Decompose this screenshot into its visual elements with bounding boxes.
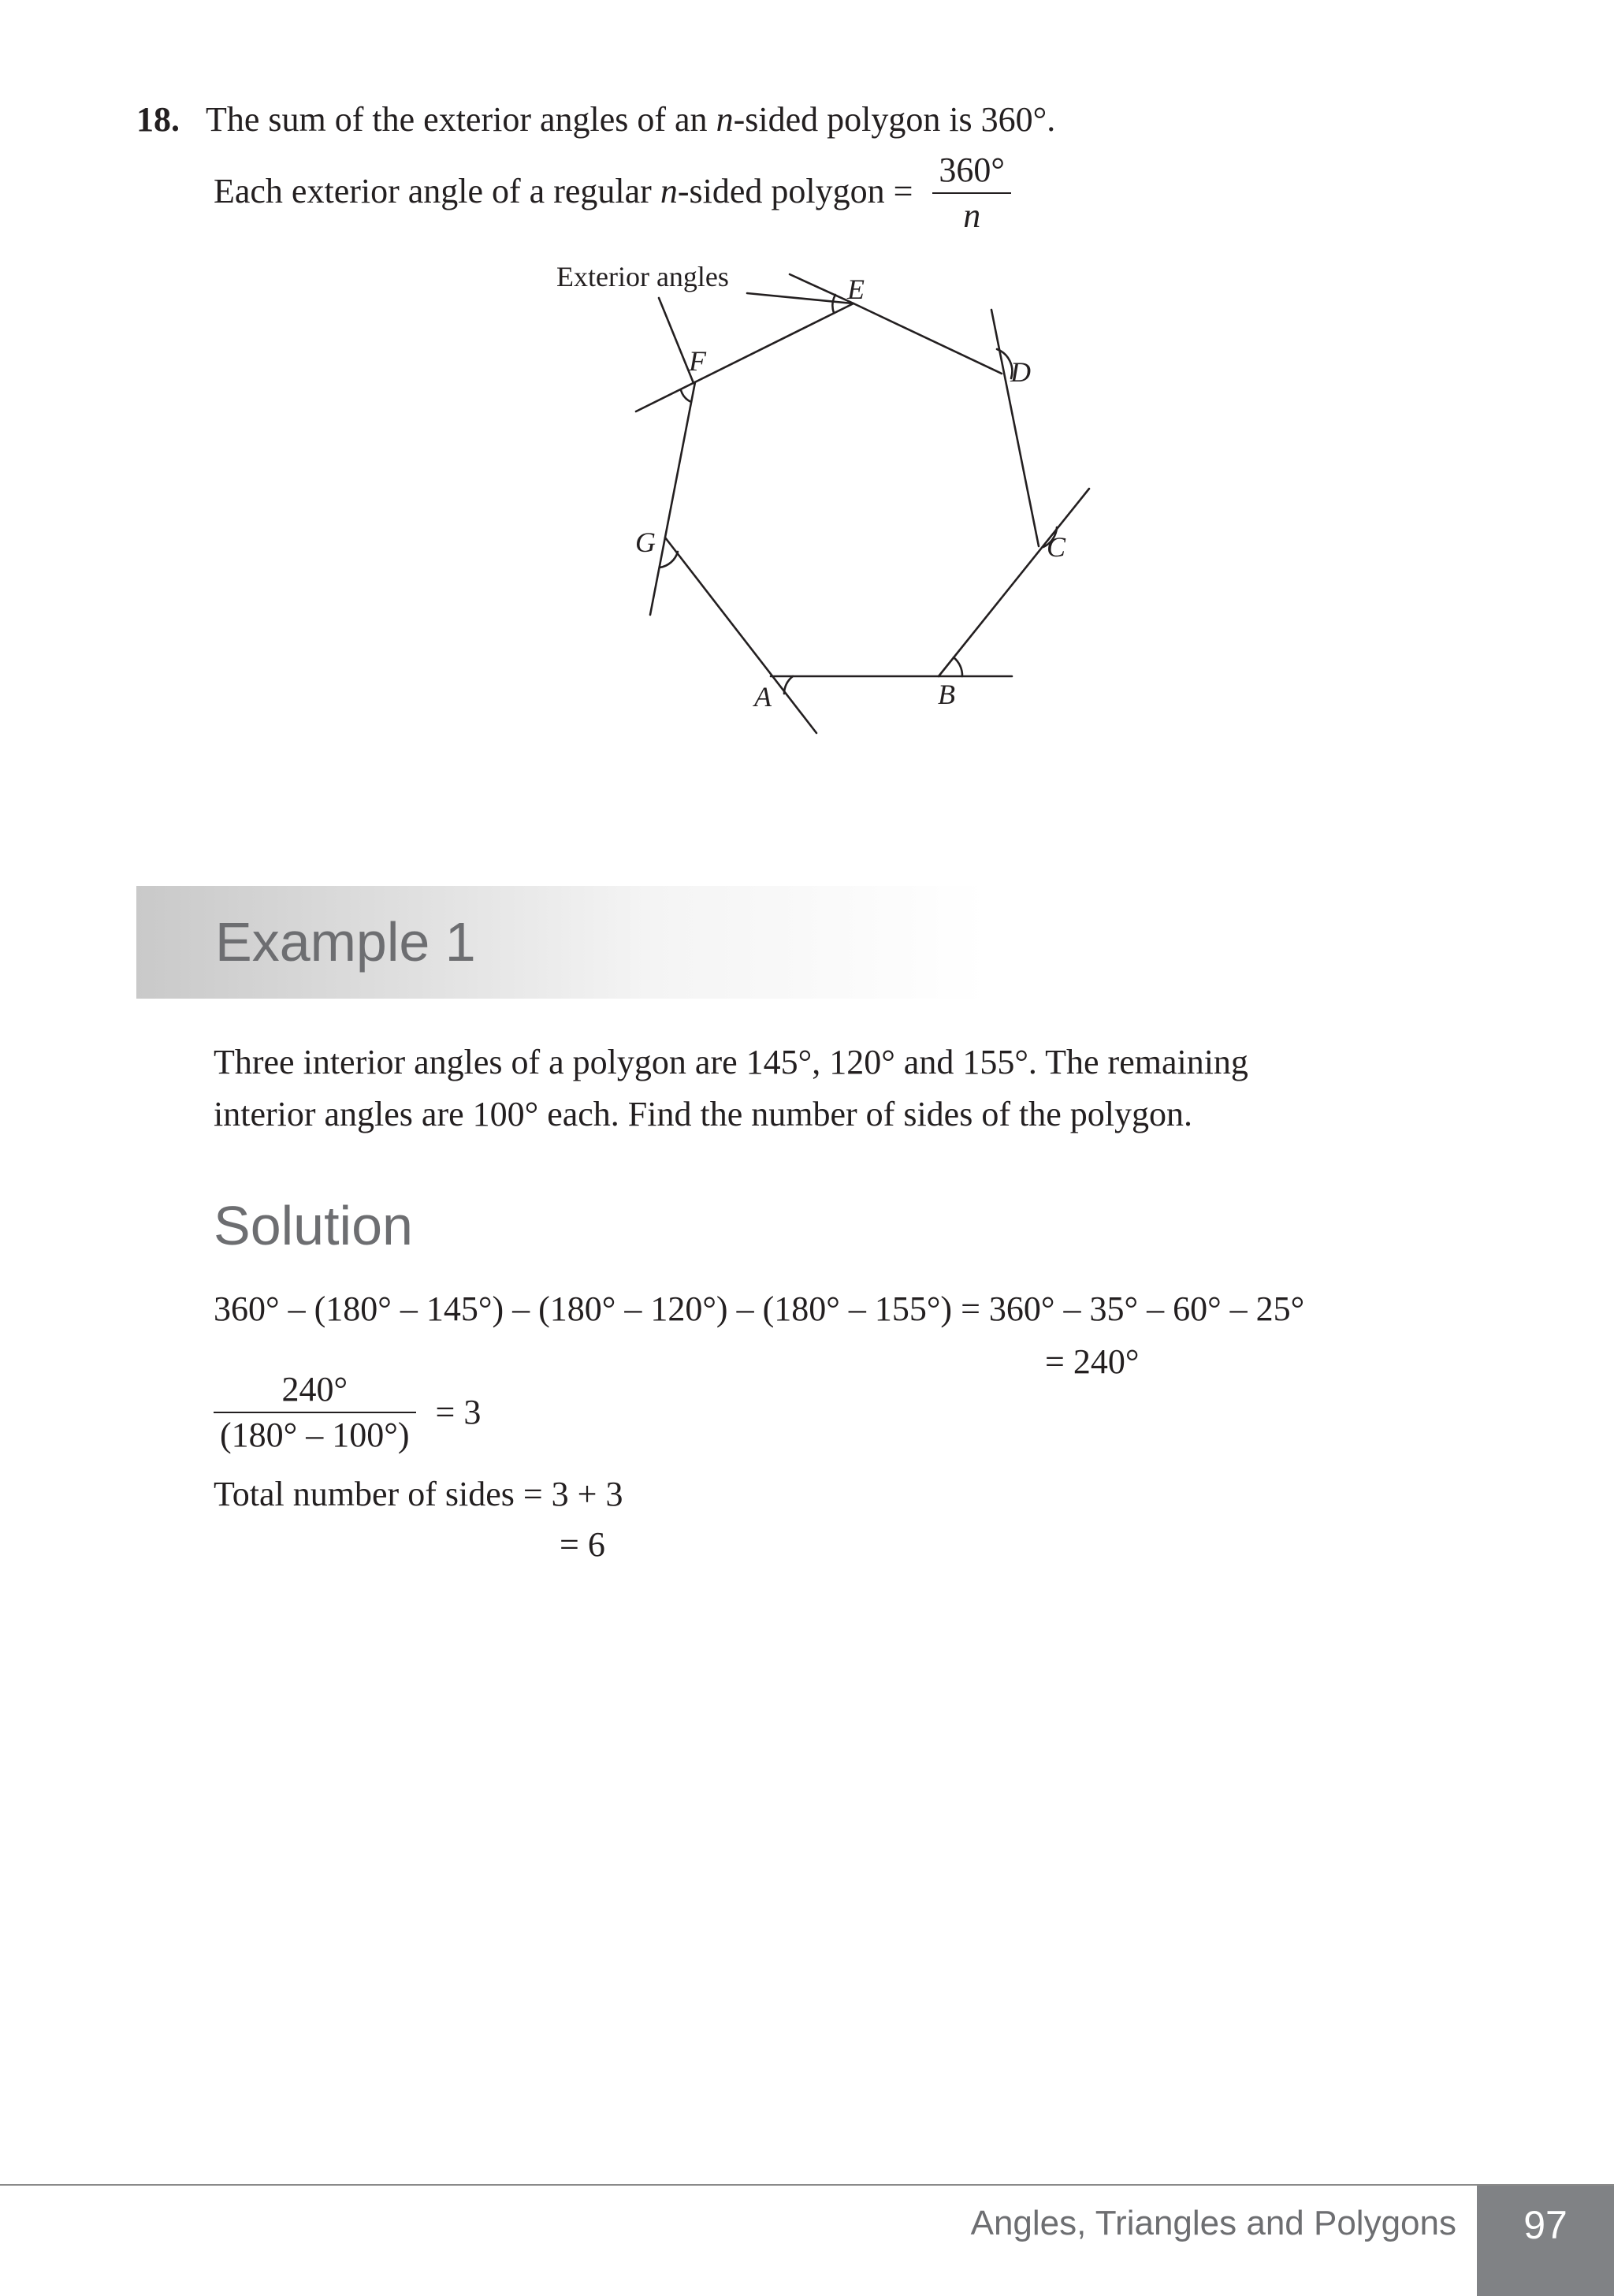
vertex-label-A: A <box>754 681 772 713</box>
side-DE <box>853 303 1002 374</box>
solution-total-line-2: = 6 <box>560 1525 605 1564</box>
problem-line-1: Three interior angles of a polygon are 145°, 120° and 155°. The remaining <box>214 1043 1248 1081</box>
heptagon-diagram <box>0 0 1614 867</box>
side-BC <box>939 489 1089 676</box>
example-problem <box>214 1036 1553 1141</box>
solution-line-2: = 240° <box>1045 1342 1140 1381</box>
footer-chapter-title: Angles, Triangles and Polygons <box>970 2204 1456 2242</box>
item-line1-var: n <box>716 100 734 139</box>
angle-arc-F <box>681 390 691 402</box>
vertex-label-C: C <box>1047 531 1066 563</box>
example-title: Example 1 <box>215 911 476 973</box>
fraction-numerator: 360° <box>939 151 1005 189</box>
vertex-label-F: F <box>689 345 706 377</box>
item-line2-var: n <box>660 172 678 211</box>
solution-fraction <box>214 1368 416 1457</box>
angle-arc-A <box>784 676 793 694</box>
fraction-denominator: n <box>963 196 981 235</box>
problem-line-2: interior angles are 100° each. Find the number of sides of the polygon. <box>214 1095 1192 1133</box>
solution-fraction-result: = 3 <box>435 1393 482 1431</box>
solution-line-1: 360° – (180° – 145°) – (180° – 120°) – (180° – 155°) = 360° – 35° – 60° – 25° <box>214 1289 1305 1328</box>
vertex-label-E: E <box>847 274 865 305</box>
footer-rule <box>0 2184 1614 2186</box>
vertex-label-B: B <box>938 679 955 710</box>
side-FG <box>650 382 695 615</box>
item-line2-post: -sided polygon = <box>677 172 913 211</box>
angle-arc-B <box>954 657 962 676</box>
page-number: 97 <box>1477 2186 1614 2296</box>
side-CD <box>991 310 1039 546</box>
item-line1-post: -sided polygon is 360°. <box>733 100 1056 139</box>
item-number: 18. <box>136 100 180 139</box>
vertex-label-G: G <box>635 527 656 558</box>
solution-total-line-1: Total number of sides = 3 + 3 <box>214 1475 623 1513</box>
solution-fraction-row <box>214 1368 481 1457</box>
solution-fraction-numerator: 240° <box>281 1370 348 1408</box>
solution-fraction-denominator: (180° – 100°) <box>220 1416 410 1454</box>
angle-arc-E <box>832 295 835 313</box>
solution-title: Solution <box>214 1195 413 1256</box>
vertex-label-D: D <box>1010 356 1031 388</box>
annotation-exterior-angles: Exterior angles <box>556 261 729 292</box>
example-heading-band <box>136 886 987 999</box>
item-line1-pre: The sum of the exterior angles of an <box>206 100 716 139</box>
item-line2-pre: Each exterior angle of a regular <box>214 172 660 211</box>
side-GA <box>665 538 816 733</box>
